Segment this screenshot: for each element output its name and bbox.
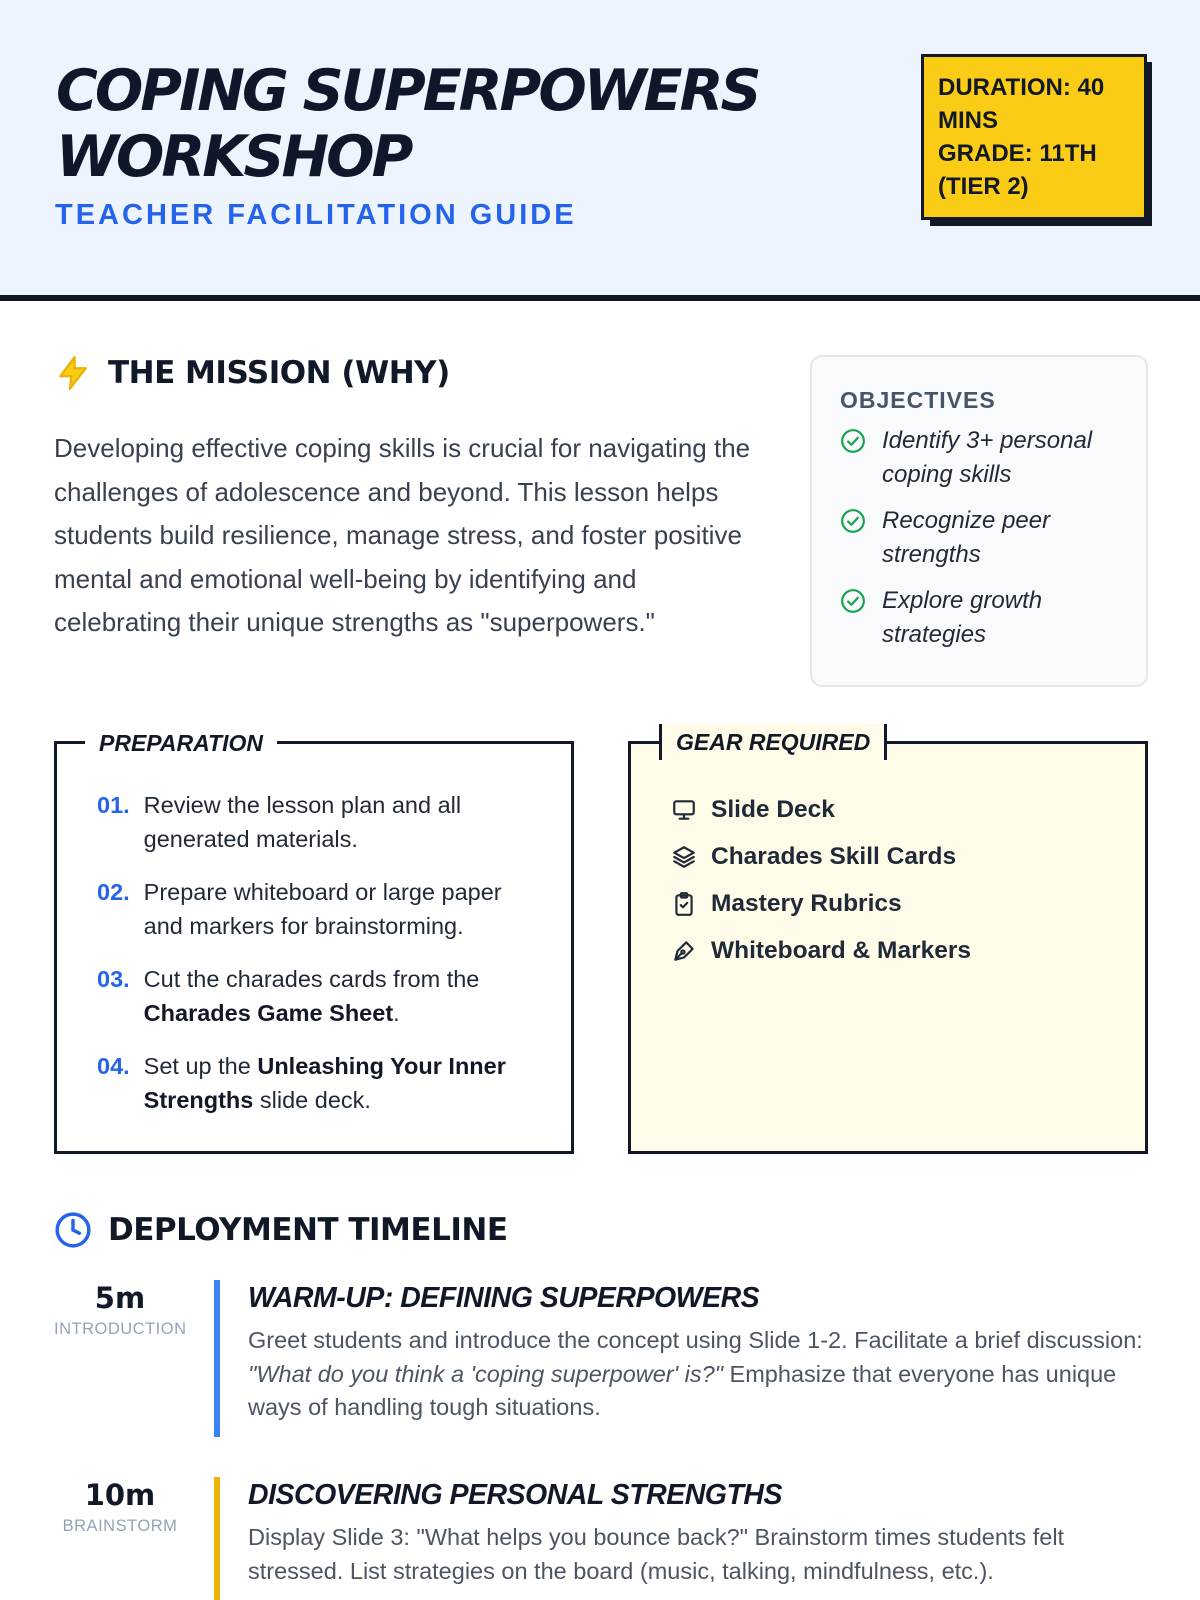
objective-text: Explore growth strategies: [882, 587, 1043, 648]
check-circle-icon: [840, 508, 866, 534]
gear-item: [671, 786, 971, 833]
prep-number: 02.: [97, 879, 130, 905]
gear-item: [671, 880, 971, 927]
timeline-step: [54, 1280, 1154, 1437]
preparation-box: [54, 730, 574, 1154]
timeline-bar: [214, 1477, 220, 1600]
prep-item: [97, 1049, 537, 1117]
objective-item: [840, 584, 1118, 652]
timeline-step-title: WARM-UP: DEFINING SUPERPOWERS: [248, 1282, 760, 1314]
timeline-step-desc: Display Slide 3: "What helps you bounce back?" Brainstorm times students felt stressed. List strategies on the board (music, talking, mindfulness, etc.).: [248, 1524, 1065, 1584]
objectives-title: OBJECTIVES: [840, 387, 996, 413]
gear-label: GEAR REQUIRED: [659, 724, 887, 760]
timeline-heading-text: DEPLOYMENT TIMELINE: [108, 1212, 508, 1248]
objective-item: [840, 504, 1118, 572]
timeline-step-content: [248, 1280, 1148, 1425]
timeline-heading: [54, 1211, 508, 1249]
page-title: [56, 58, 856, 190]
pen-tool-icon: [671, 938, 697, 964]
preparation-list: [97, 788, 537, 1136]
timeline-tag: BRAINSTORM: [62, 1517, 178, 1535]
clipboard-check-icon: [671, 891, 697, 917]
timeline-step-content: [248, 1477, 1148, 1588]
gear-item: [671, 833, 971, 880]
prep-item: [97, 875, 537, 943]
gear-item: [671, 927, 971, 974]
objective-text: Recognize peer strengths: [882, 507, 1051, 568]
check-circle-icon: [840, 588, 866, 614]
prep-text: Set up the Unleashing Your Inner Strengths slide deck.: [143, 1053, 506, 1113]
gear-item-label: Slide Deck: [711, 795, 835, 823]
title-line-2: WORKSHOP: [56, 124, 411, 190]
mission-body: Developing effective coping skills is crucial for navigating the challenges of adolescence and beyond. This lesson helps students build resilience, manage stress, and foster positive mental and emotional well-being by identifying and celebrating their unique strengths as "superpowers.": [54, 433, 751, 637]
page-header: [0, 0, 1200, 301]
objective-item: [840, 424, 1118, 492]
prep-number: 01.: [97, 792, 130, 818]
timeline-step-time: [54, 1477, 186, 1536]
mission-heading: [54, 354, 450, 392]
preparation-label: PREPARATION: [85, 726, 277, 760]
meta-line: DURATION: 40: [938, 74, 1105, 101]
timeline-duration: 10m: [84, 1478, 156, 1512]
gear-item-label: Charades Skill Cards: [711, 842, 957, 870]
gear-list: [671, 786, 971, 974]
timeline-step-desc: Greet students and introduce the concept using Slide 1-2. Facilitate a brief discussion: "What do you think a 'coping superpower' is?" Emphasize that everyone has unique ways of handling tough situations.: [248, 1327, 1143, 1420]
prep-number: 04.: [97, 1053, 130, 1079]
layers-icon: [671, 844, 697, 870]
timeline-bar: [214, 1280, 220, 1437]
timeline-step-time: [54, 1280, 186, 1339]
timeline-step-title: DISCOVERING PERSONAL STRENGTHS: [248, 1479, 782, 1511]
objective-text: Identify 3+ personal coping skills: [882, 427, 1093, 488]
timeline-tag: INTRODUCTION: [54, 1320, 187, 1338]
prep-number: 03.: [97, 966, 130, 992]
meta-line: MINS: [938, 107, 998, 134]
timeline-step: [54, 1477, 1154, 1600]
monitor-icon: [671, 797, 697, 823]
prep-item: [97, 788, 537, 856]
page-subtitle: TEACHER FACILITATION GUIDE: [55, 199, 577, 231]
prep-item: [97, 962, 537, 1030]
check-circle-icon: [840, 428, 866, 454]
gear-item-label: Mastery Rubrics: [711, 889, 902, 917]
title-line-1: COPING SUPERPOWERS: [56, 58, 759, 124]
meta-info-box: [921, 54, 1147, 220]
lightning-icon: [54, 354, 92, 392]
clock-icon: [54, 1211, 92, 1249]
timeline-duration: 5m: [94, 1281, 146, 1315]
meta-line: (TIER 2): [938, 173, 1029, 200]
objectives-card: [810, 355, 1148, 687]
meta-line: GRADE: 11TH: [938, 140, 1097, 167]
gear-item-label: Whiteboard & Markers: [711, 936, 972, 964]
prep-text: Review the lesson plan and all generated materials.: [143, 792, 462, 852]
prep-text: Prepare whiteboard or large paper and markers for brainstorming.: [143, 879, 502, 939]
gear-box: [628, 729, 1148, 1154]
mission-heading-text: THE MISSION (WHY): [108, 355, 450, 391]
prep-text: Cut the charades cards from the Charades Game Sheet.: [143, 966, 480, 1026]
